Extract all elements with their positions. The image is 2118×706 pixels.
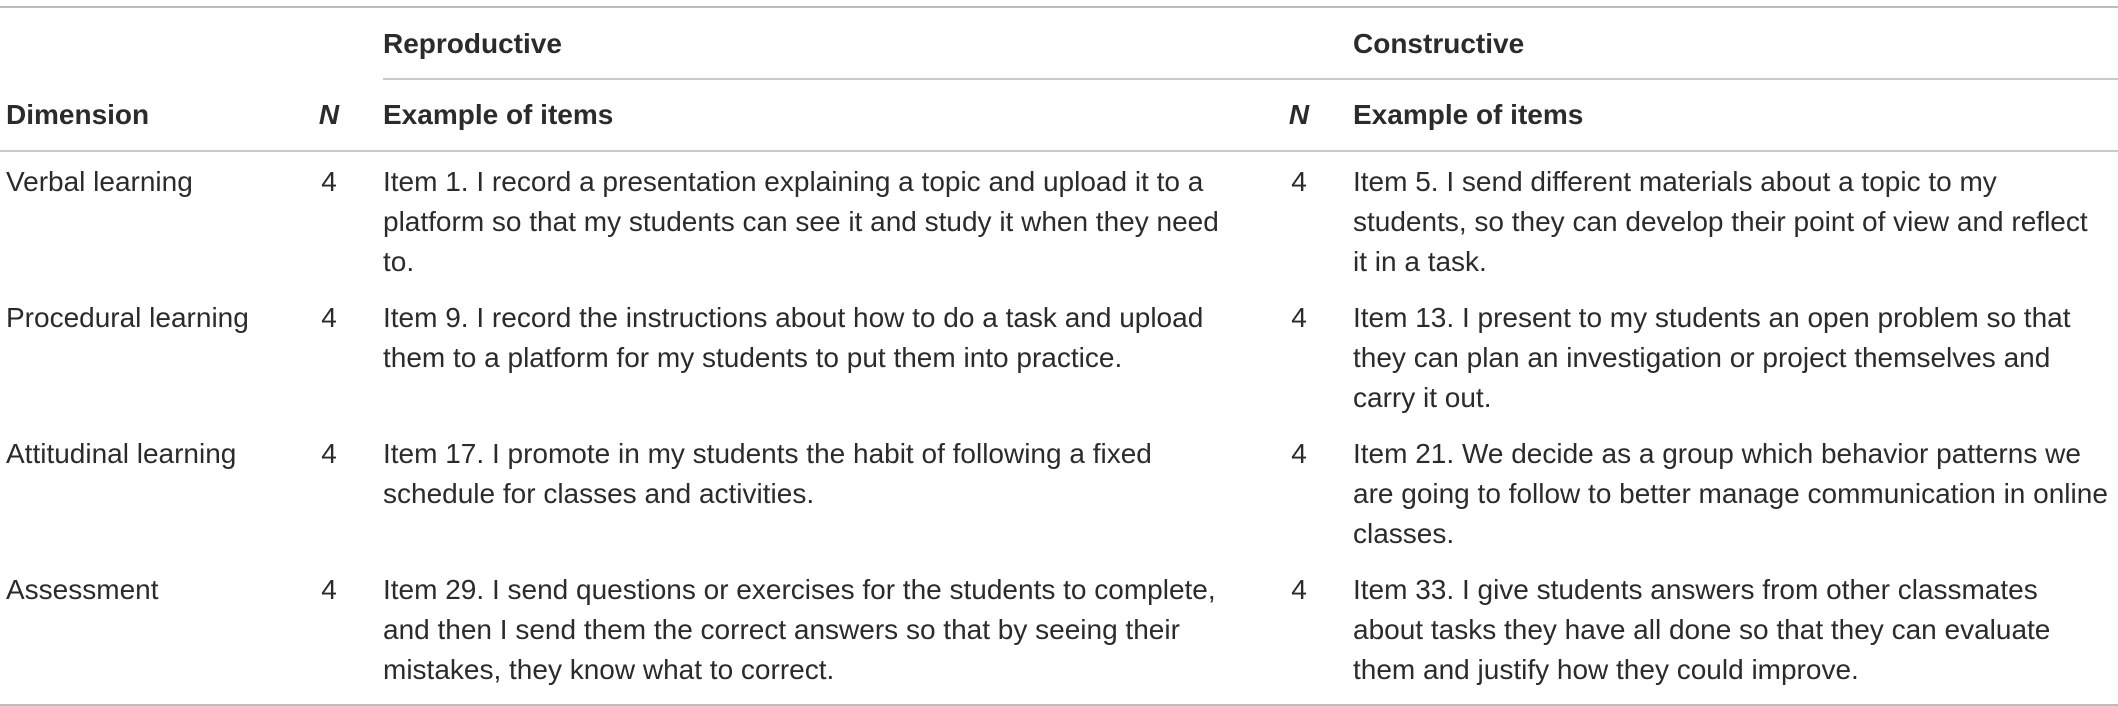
reproductive-item-cell: Item 17. I promote in my students the habit of following a fixed schedule for classes and activities. (383, 438, 1152, 509)
constructive-item-cell: Item 13. I present to my students an open problem so that they can plan an investigation or project themselves and carry it out. (1353, 302, 2071, 413)
n-reproductive-cell: 4 (321, 302, 337, 333)
n-constructive-header: N (1245, 79, 1353, 151)
n-constructive-cell: 4 (1291, 302, 1307, 333)
n-reproductive-cell: 4 (275, 560, 383, 705)
dimension-header: Dimension (0, 79, 275, 151)
n-constructive-cell: 4 (1245, 560, 1353, 705)
table-row (0, 560, 2118, 705)
n-constructive-cell: 4 (1291, 438, 1307, 469)
n-reproductive-header: N (275, 79, 383, 151)
column-header-row (0, 79, 2118, 151)
group-header-row (0, 8, 2118, 79)
dimension-cell: Attitudinal learning (6, 438, 237, 469)
n-constructive-cell: 4 (1291, 166, 1307, 197)
group-constructive-header: Constructive (1353, 8, 2118, 79)
table-row (0, 424, 2118, 560)
n-reproductive-cell: 4 (321, 438, 337, 469)
constructive-item-cell: Item 5. I send different materials about a topic to my students, so they can develop their point of view and reflect it in a task. (1353, 166, 2088, 277)
reproductive-item-cell: Item 9. I record the instructions about how to do a task and upload them to a platform for my students to put them into practice. (383, 302, 1204, 373)
reproductive-item-cell: Item 29. I send questions or exercises for the students to complete, and then I send them the correct answers so that by seeing their mistakes, they know what to correct. (383, 560, 1245, 705)
examples-reproductive-header: Example of items (383, 79, 1245, 151)
dimension-cell: Procedural learning (6, 302, 249, 333)
table-row (0, 288, 2118, 424)
items-table (0, 6, 2118, 706)
table-row (0, 151, 2118, 288)
n-reproductive-cell: 4 (321, 166, 337, 197)
examples-constructive-header: Example of items (1353, 79, 2118, 151)
dimension-cell: Assessment (0, 560, 275, 705)
group-reproductive-header: Reproductive (383, 8, 1245, 79)
constructive-item-cell: Item 33. I give students answers from other classmates about tasks they have all done so that they can evaluate them and justify how they could improve. (1353, 560, 2118, 705)
reproductive-item-cell: Item 1. I record a presentation explaining a topic and upload it to a platform so that my students can see it and study it when they need to. (383, 166, 1219, 277)
dimension-cell: Verbal learning (6, 166, 193, 197)
constructive-item-cell: Item 21. We decide as a group which behavior patterns we are going to follow to better manage communication in online classes. (1353, 438, 2108, 549)
